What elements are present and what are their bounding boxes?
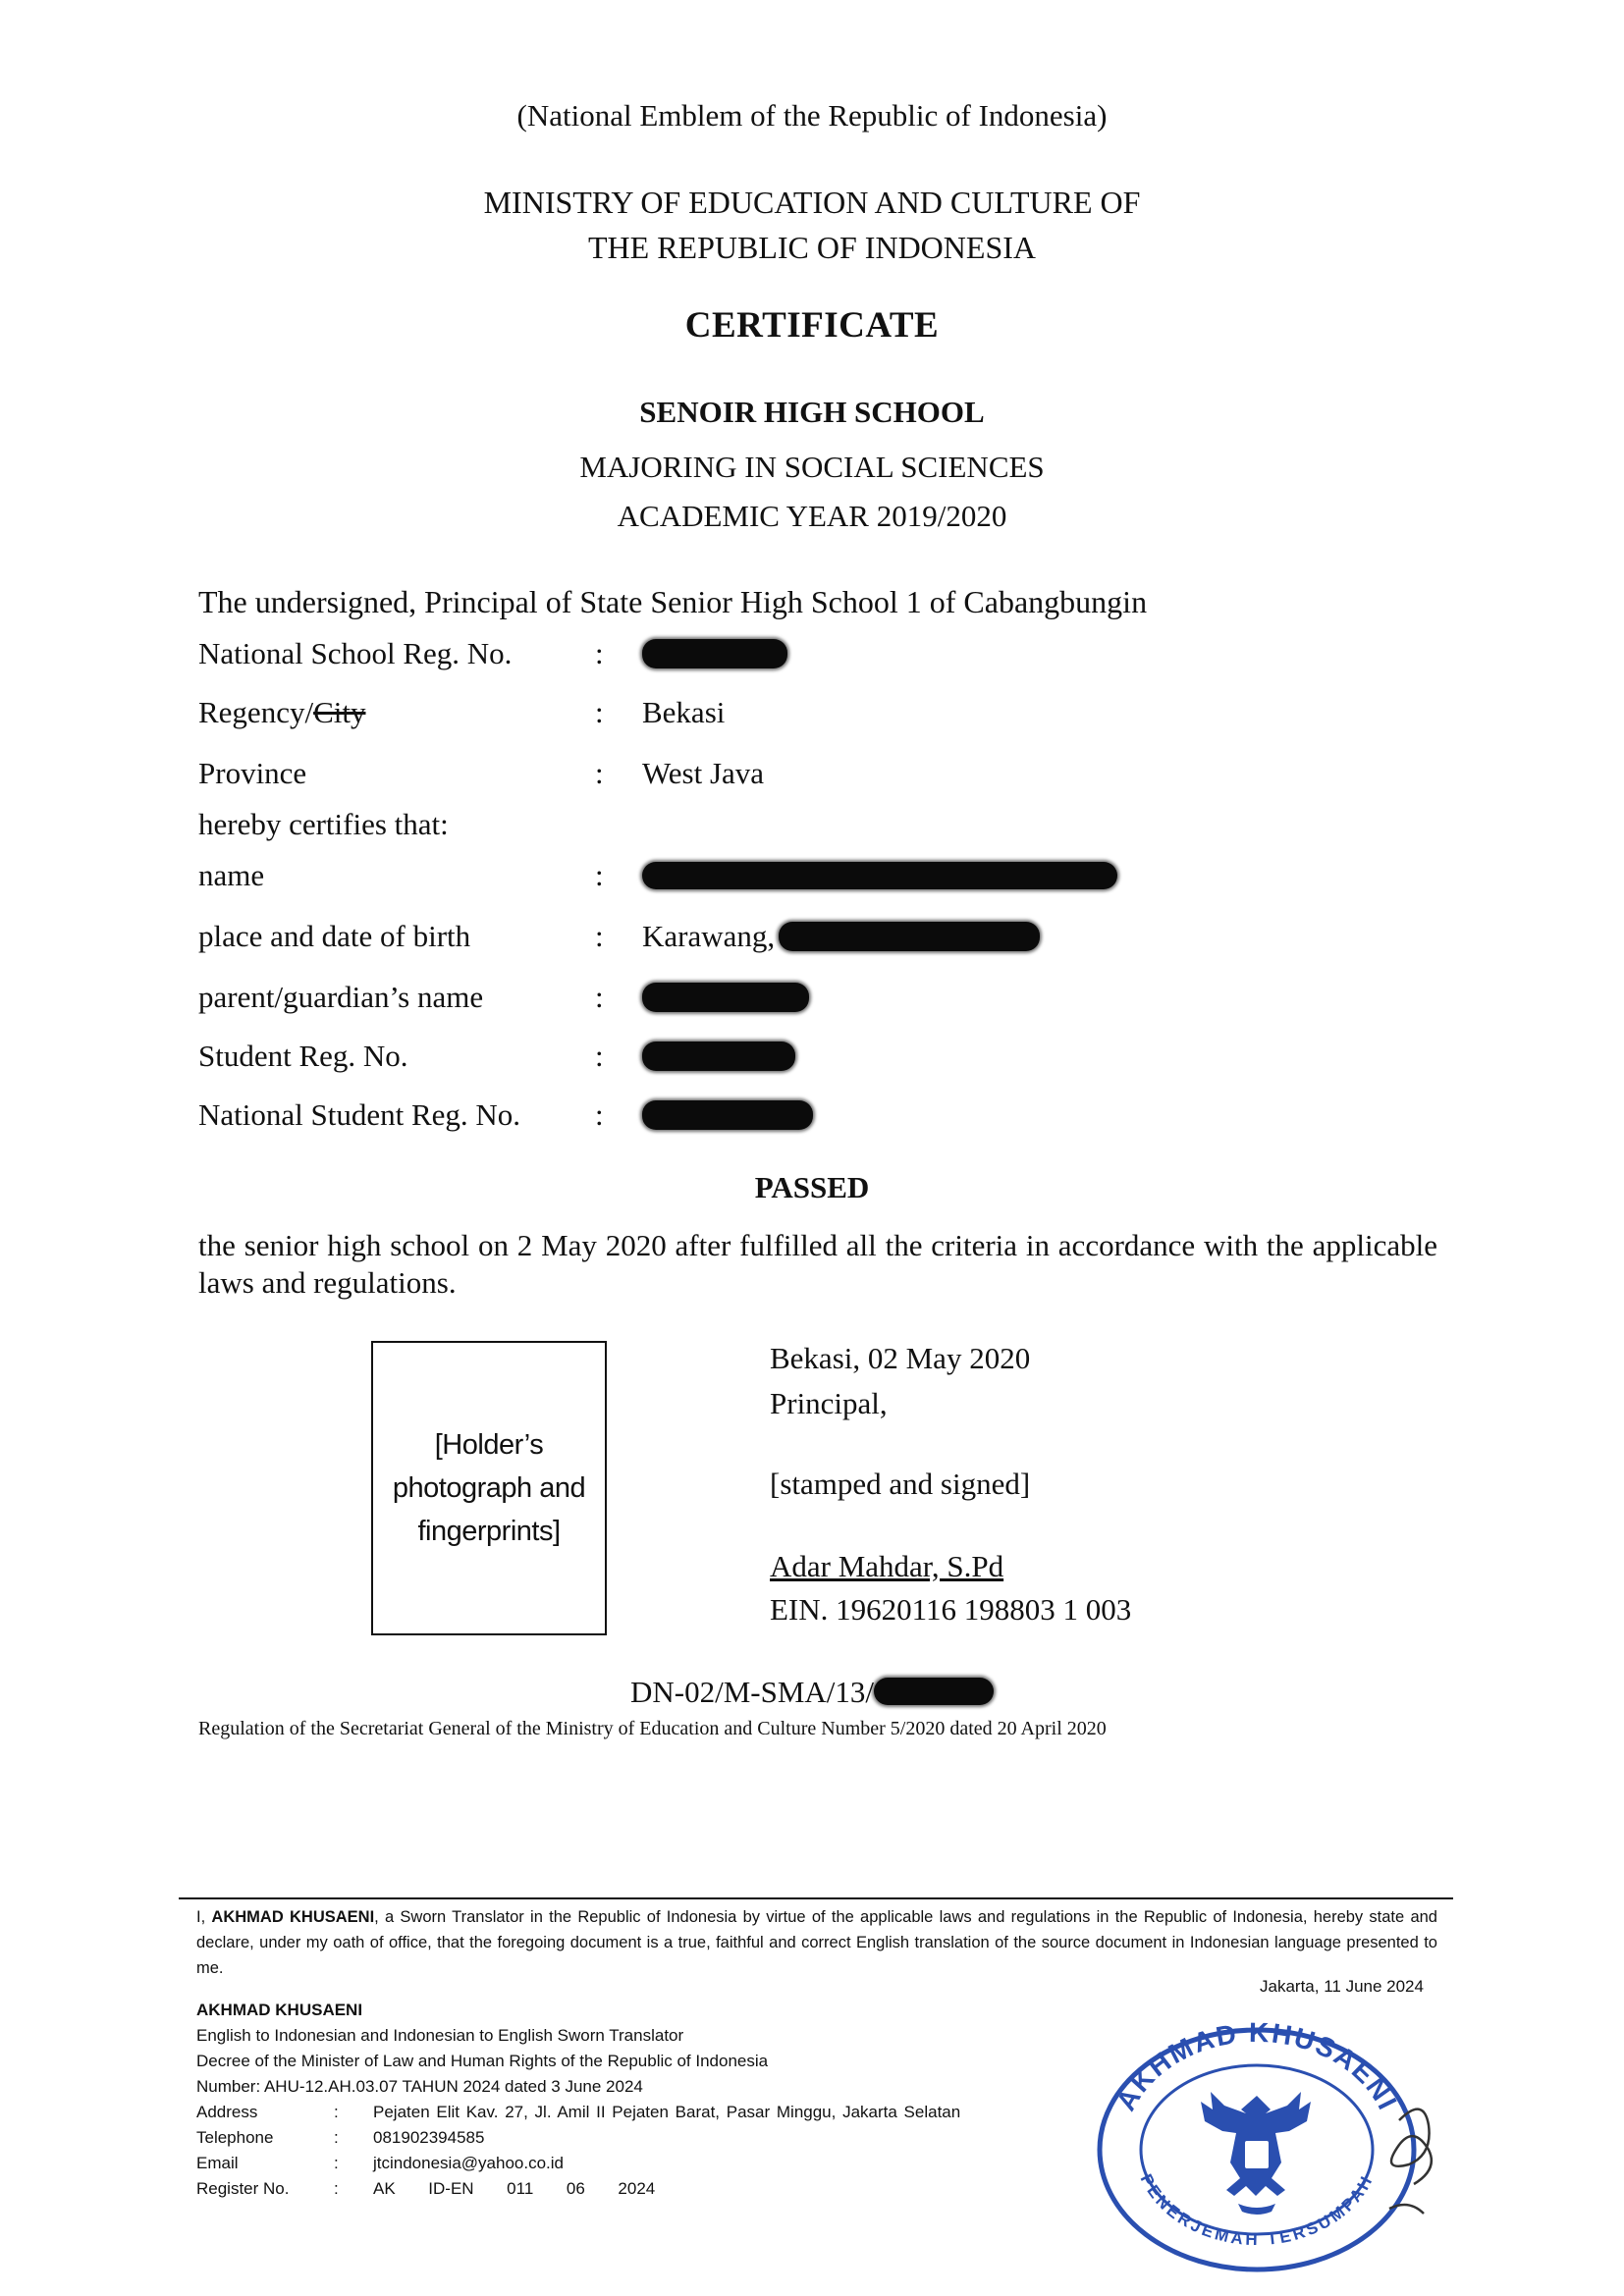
translator-seal bbox=[1065, 2002, 1448, 2277]
field-value bbox=[642, 1039, 795, 1074]
field-label: Province bbox=[198, 756, 307, 790]
info-colon: : bbox=[334, 2128, 339, 2147]
field-value: Bekasi bbox=[642, 695, 726, 729]
field-label: parent/guardian’s name bbox=[198, 980, 484, 1014]
field-label: Student Reg. No. bbox=[198, 1039, 408, 1073]
birth-place: Karawang, bbox=[642, 919, 776, 953]
field-colon: : bbox=[595, 980, 604, 1014]
photo-placeholder-text bbox=[386, 1423, 592, 1553]
info-value: Pejaten Elit Kav. 27, Jl. Amil II Pejaten Barat, Pasar Minggu, Jakarta Selatan bbox=[373, 2103, 961, 2121]
intro-text: The undersigned, Principal of State Senior High School 1 of Cabangbungin bbox=[198, 584, 1148, 619]
result-text: the senior high school on 2 May 2020 after fulfilled all the criteria in accordance with the applicable laws and regulations. bbox=[198, 1228, 1437, 1300]
redaction-mark bbox=[642, 1100, 813, 1130]
translation-place-date: Jakarta, 11 June 2024 bbox=[1260, 1977, 1424, 1996]
field-row-name bbox=[198, 858, 1475, 901]
field-value bbox=[642, 636, 787, 671]
field-value bbox=[642, 858, 1117, 893]
decl-prefix: I, bbox=[196, 1908, 212, 1926]
ministry-heading bbox=[0, 180, 1624, 270]
sign-place-date: Bekasi, 02 May 2020 bbox=[770, 1341, 1031, 1375]
field-colon: : bbox=[595, 695, 604, 729]
decl-text: , a Sworn Translator in the Republic of Indonesia by virtue of the applicable laws and regulations in the Republic of Indonesia, hereby state and declare, under my oath of office, that the foregoing document is a true, faithful and correct English translation of the source document in Indonesian language presented to me. bbox=[196, 1908, 1437, 1977]
field-label-part: Regency/ bbox=[198, 695, 314, 729]
field-colon: : bbox=[595, 1097, 604, 1132]
photo-line-1: [Holder’s bbox=[434, 1429, 544, 1461]
redaction-mark bbox=[642, 639, 787, 668]
principal-ein: EIN. 19620116 198803 1 003 bbox=[770, 1592, 1132, 1627]
translator-name: AKHMAD KHUSAENI bbox=[196, 2001, 363, 2019]
info-key: Register No. bbox=[196, 2179, 290, 2198]
ministry-line-1: MINISTRY OF EDUCATION AND CULTURE OF bbox=[483, 185, 1141, 220]
field-value bbox=[642, 919, 1040, 954]
field-value bbox=[642, 1097, 813, 1133]
emblem-note: (National Emblem of the Republic of Indonesia) bbox=[516, 98, 1108, 133]
field-label: place and date of birth bbox=[198, 919, 471, 953]
info-row-register bbox=[196, 2179, 1080, 2203]
document-number-text: DN-02/M-SMA/13/ bbox=[629, 1675, 874, 1709]
field-label bbox=[198, 695, 365, 730]
info-colon: : bbox=[334, 2179, 339, 2198]
field-label: National Student Reg. No. bbox=[198, 1097, 521, 1132]
translator-line-1: English to Indonesian and Indonesian to English Sworn Translator bbox=[196, 2026, 684, 2045]
field-colon: : bbox=[595, 756, 604, 790]
decl-translator-name: AKHMAD KHUSAENI bbox=[211, 1908, 375, 1926]
info-key: Address bbox=[196, 2103, 258, 2121]
principal-name: Adar Mahdar, S.Pd bbox=[770, 1549, 1004, 1583]
field-row-regency bbox=[198, 695, 1475, 738]
translator-line-2: Decree of the Minister of Law and Human Rights of the Republic of Indonesia bbox=[196, 2052, 769, 2070]
photo-placeholder-box bbox=[371, 1341, 607, 1635]
info-colon: : bbox=[334, 2103, 339, 2121]
photo-line-2: photograph and bbox=[392, 1472, 586, 1504]
field-label-struck: City bbox=[313, 695, 366, 729]
info-key: Telephone bbox=[196, 2128, 274, 2147]
info-row-email bbox=[196, 2154, 1080, 2177]
info-value: 081902394585 bbox=[373, 2128, 485, 2147]
field-row-national-student-reg bbox=[198, 1097, 1475, 1141]
field-row-student-reg bbox=[198, 1039, 1475, 1082]
photo-line-3: fingerprints] bbox=[417, 1516, 561, 1547]
field-label: name bbox=[198, 858, 265, 892]
field-colon: : bbox=[595, 1039, 604, 1073]
ministry-line-2: THE REPUBLIC OF INDONESIA bbox=[588, 230, 1036, 265]
field-row-parent bbox=[198, 980, 1475, 1023]
info-colon: : bbox=[334, 2154, 339, 2172]
field-row-birth bbox=[198, 919, 1475, 962]
info-key: Email bbox=[196, 2154, 239, 2172]
sign-role: Principal, bbox=[770, 1386, 888, 1420]
certificate-title: CERTIFICATE bbox=[684, 305, 940, 346]
field-colon: : bbox=[595, 858, 604, 892]
seal-bottom-text: PENERJEMAH TERSUMPAH bbox=[1136, 2170, 1378, 2250]
translator-line-3: Number: AHU-12.AH.03.07 TAHUN 2024 dated 3 June 2024 bbox=[196, 2077, 643, 2096]
field-colon: : bbox=[595, 636, 604, 670]
major: MAJORING IN SOCIAL SCIENCES bbox=[579, 450, 1045, 484]
info-value: AK ID-EN 011 06 2024 bbox=[373, 2179, 656, 2198]
redaction-mark bbox=[874, 1678, 994, 1705]
certifies-text bbox=[198, 807, 1475, 850]
footer-divider bbox=[179, 1897, 1453, 1899]
field-row-school-reg bbox=[198, 636, 1475, 679]
field-label: National School Reg. No. bbox=[198, 636, 513, 670]
school-level: SENOIR HIGH SCHOOL bbox=[639, 395, 985, 429]
garuda-emblem-icon bbox=[1201, 2092, 1311, 2215]
certifies-label: hereby certifies that: bbox=[198, 807, 449, 841]
seal-top-text: AKHMAD KHUSAENI bbox=[1110, 2016, 1404, 2116]
info-row-address bbox=[196, 2103, 1080, 2126]
field-value bbox=[642, 980, 809, 1015]
regulation-note: Regulation of the Secretariat General of the Ministry of Education and Culture Number 5/2020 dated 20 April 2020 bbox=[198, 1718, 1107, 1739]
document-number bbox=[0, 1675, 1624, 1710]
field-colon: : bbox=[595, 919, 604, 953]
translator-declaration bbox=[196, 1904, 1437, 1981]
redaction-mark bbox=[642, 862, 1117, 889]
field-value: West Java bbox=[642, 756, 765, 790]
stamp-note: [stamped and signed] bbox=[770, 1467, 1031, 1501]
redaction-mark bbox=[642, 983, 809, 1012]
redaction-mark bbox=[779, 922, 1040, 951]
redaction-mark bbox=[642, 1041, 795, 1071]
academic-year: ACADEMIC YEAR 2019/2020 bbox=[617, 499, 1007, 533]
info-value: jtcindonesia@yahoo.co.id bbox=[373, 2154, 564, 2172]
field-row-province bbox=[198, 756, 1475, 799]
info-row-telephone bbox=[196, 2128, 1080, 2152]
result-heading: PASSED bbox=[754, 1170, 870, 1204]
